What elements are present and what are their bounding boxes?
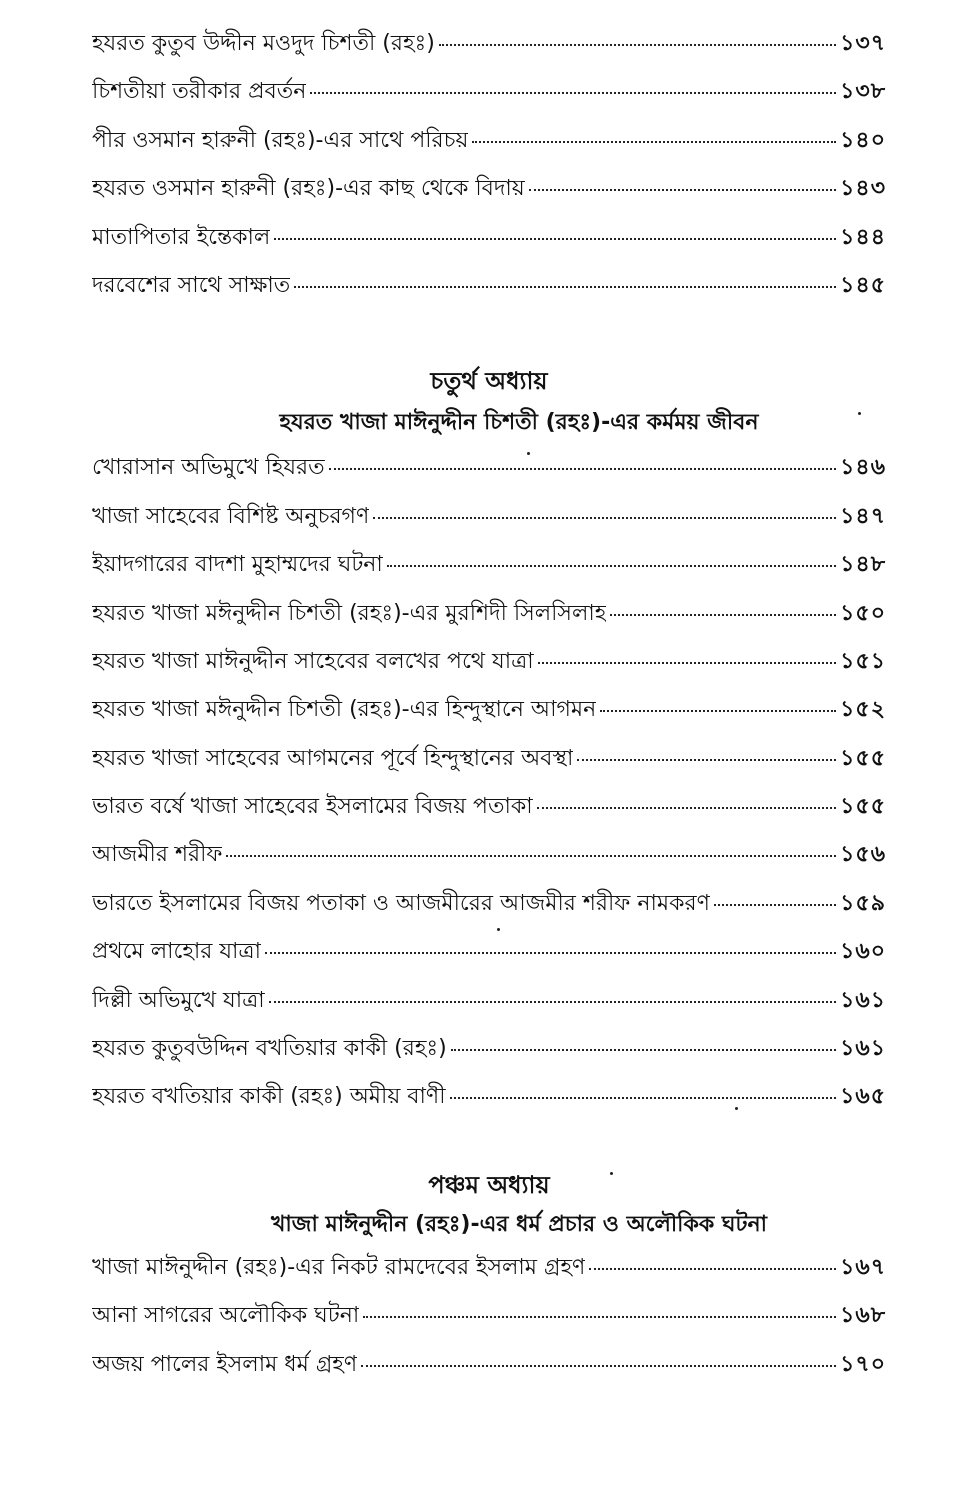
toc-entry-title: মাতাপিতার ইন্তেকাল (92, 224, 271, 250)
toc-entry-title: হযরত কুতুব উদ্দীন মওদুদ চিশতী (রহঃ) (92, 31, 435, 56)
dot-leader (265, 952, 836, 954)
dot-leader (529, 189, 836, 191)
toc-entry-title: হযরত বখতিয়ার কাকী (রহঃ) অমীয় বাণী (92, 1084, 446, 1110)
toc-entry-title: আনা সাগরের অলৌকিক ঘটনা (92, 1303, 360, 1329)
toc-entry-page: ১৪৫ (840, 272, 886, 298)
toc-entry (92, 493, 886, 541)
chapter-5-subtitle: খাজা মাঈনুদ্দীন (রহঃ)-এর ধর্ম প্রচার ও অলৌকিক ঘটনা (270, 1211, 768, 1237)
toc-entry-page: ১৬১ (840, 987, 886, 1013)
chapter-4-heading: চতুর্থ অধ্যায় (430, 367, 548, 396)
toc-entry-page: ১৩৮ (840, 79, 886, 105)
dot-leader (274, 238, 836, 240)
toc-entry (92, 590, 886, 638)
dot-leader (610, 614, 836, 616)
toc-entry-page: ১৫৬ (840, 842, 886, 868)
toc-entry-title: ইয়াদগারের বাদশা মুহাম্মদের ঘটনা (92, 552, 383, 578)
dot-leader (538, 662, 837, 664)
toc-entry-page: ১৪৩ (840, 176, 886, 202)
toc-entry-page: ১৬০ (840, 939, 886, 965)
toc-entry-title: দিল্লী অভিমুখে যাত্রা (92, 987, 265, 1013)
toc-entry (92, 977, 886, 1025)
toc-entry-title: অজয় পালের ইসলাম ধর্ম গ্রহণ (92, 1351, 358, 1377)
chapter-5-heading: পঞ্চম অধ্যায় (428, 1170, 550, 1199)
toc-entry (92, 735, 886, 783)
toc-section-chapter-4 (92, 444, 886, 1121)
dot-leader (226, 855, 836, 857)
toc-section-previous (92, 20, 886, 310)
toc-entry-page: ১৪০ (840, 127, 886, 153)
toc-entry (92, 262, 886, 310)
toc-entry (92, 928, 886, 976)
toc-entry-title: আজমীর শরীফ (92, 842, 223, 868)
toc-entry-title: হযরত খাজা সাহেবের আগমনের পূর্বে হিন্দুস্থানের অবস্থা (92, 745, 574, 771)
toc-entry-page: ১৫৫ (840, 794, 886, 820)
dot-leader (363, 1316, 836, 1318)
toc-entry-page: ১৬১ (840, 1036, 886, 1062)
dot-leader (310, 92, 836, 94)
dot-leader (329, 468, 836, 470)
toc-entry (92, 68, 886, 116)
scan-speck (735, 1107, 738, 1110)
toc-entry-title: ভারত বর্ষে খাজা সাহেবের ইসলামের বিজয় পতাকা (92, 794, 533, 820)
toc-entry (92, 1341, 886, 1389)
toc-entry-page: ১৪৭ (840, 503, 886, 529)
toc-entry-page: ১৭০ (840, 1351, 886, 1377)
toc-entry (92, 444, 886, 492)
toc-entry-page: ১৫৯ (840, 890, 886, 916)
toc-entry (92, 783, 886, 831)
scan-speck (610, 1172, 613, 1175)
toc-entry (92, 880, 886, 928)
toc-entry-page: ১৪৪ (840, 224, 886, 250)
dot-leader (451, 1049, 836, 1051)
toc-entry (92, 214, 886, 262)
toc-entry (92, 541, 886, 589)
toc-entry-page: ১৪৮ (840, 552, 886, 578)
dot-leader (450, 1097, 837, 1099)
toc-entry (92, 831, 886, 879)
toc-entry-title: পীর ওসমান হারুনী (রহঃ)-এর সাথে পরিচয় (92, 127, 469, 153)
toc-entry-page: ১৫৫ (840, 745, 886, 771)
toc-entry-title: প্রথমে লাহোর যাত্রা (92, 939, 261, 965)
dot-leader (537, 807, 837, 809)
dot-leader (714, 904, 836, 906)
scan-speck (527, 452, 530, 455)
dot-leader (269, 1001, 837, 1003)
toc-entry-title: খাজা সাহেবের বিশিষ্ট অনুচরগণ (92, 503, 370, 529)
toc-entry-page: ১৬৮ (840, 1303, 886, 1329)
toc-entry-page: ১৪৬ (840, 455, 886, 481)
toc-entry-title: হযরত কুতুবউদ্দিন বখতিয়ার কাকী (রহঃ) (92, 1036, 447, 1062)
table-of-contents (92, 20, 886, 1389)
toc-entry-page: ১৫১ (840, 648, 886, 674)
toc-entry-title: দরবেশের সাথে সাক্ষাত (92, 272, 291, 298)
toc-entry (92, 1292, 886, 1340)
toc-entry-title: হযরত খাজা মাঈনুদ্দীন সাহেবের বলখের পথে যাত্রা (92, 648, 534, 674)
scan-speck (497, 928, 500, 931)
toc-entry-page: ১৫২ (840, 697, 886, 723)
toc-entry-title: হযরত খাজা মঈনুদ্দীন চিশতী (রহঃ)-এর মুরশিদী সিলসিলাহ (92, 600, 607, 626)
toc-entry-page: ১৫০ (840, 600, 886, 626)
toc-entry (92, 1025, 886, 1073)
toc-entry (92, 638, 886, 686)
dot-leader (373, 517, 836, 519)
toc-entry-title: ভারতে ইসলামের বিজয় পতাকা ও আজমীরের আজমীর শরীফ নামকরণ (92, 890, 710, 916)
dot-leader (294, 286, 836, 288)
toc-entry-page: ১৩৭ (840, 31, 886, 56)
toc-entry-title: খোরাসান অভিমুখে হিযরত (92, 455, 325, 481)
dot-leader (589, 1268, 836, 1270)
dot-leader (472, 141, 836, 143)
toc-entry-page: ১৬৫ (840, 1084, 886, 1110)
toc-entry (92, 1073, 886, 1121)
toc-entry-title: হযরত ওসমান হারুনী (রহঃ)-এর কাছ থেকে বিদায় (92, 176, 525, 202)
toc-entry-title: হযরত খাজা মঈনুদ্দীন চিশতী (রহঃ)-এর হিন্দুস্থানে আগমন (92, 697, 597, 723)
toc-entry (92, 20, 886, 68)
dot-leader (387, 565, 836, 567)
toc-entry-page: ১৬৭ (840, 1254, 886, 1280)
toc-entry (92, 686, 886, 734)
toc-entry (92, 165, 886, 213)
dot-leader (600, 710, 836, 712)
toc-entry-title: চিশতীয়া তরীকার প্রবর্তন (92, 79, 307, 105)
toc-entry-title: খাজা মাঈনুদ্দীন (রহঃ)-এর নিকট রামদেবের ইসলাম গ্রহণ (92, 1254, 586, 1280)
toc-entry (92, 117, 886, 165)
toc-entry (92, 1244, 886, 1292)
chapter-4-subtitle: হযরত খাজা মাঈনুদ্দীন চিশতী (রহঃ)-এর কর্মময় জীবন (279, 410, 759, 436)
dot-leader (577, 759, 836, 761)
scan-speck (858, 412, 861, 415)
toc-section-chapter-5 (92, 1244, 886, 1389)
dot-leader (439, 44, 836, 46)
dot-leader (361, 1365, 836, 1367)
